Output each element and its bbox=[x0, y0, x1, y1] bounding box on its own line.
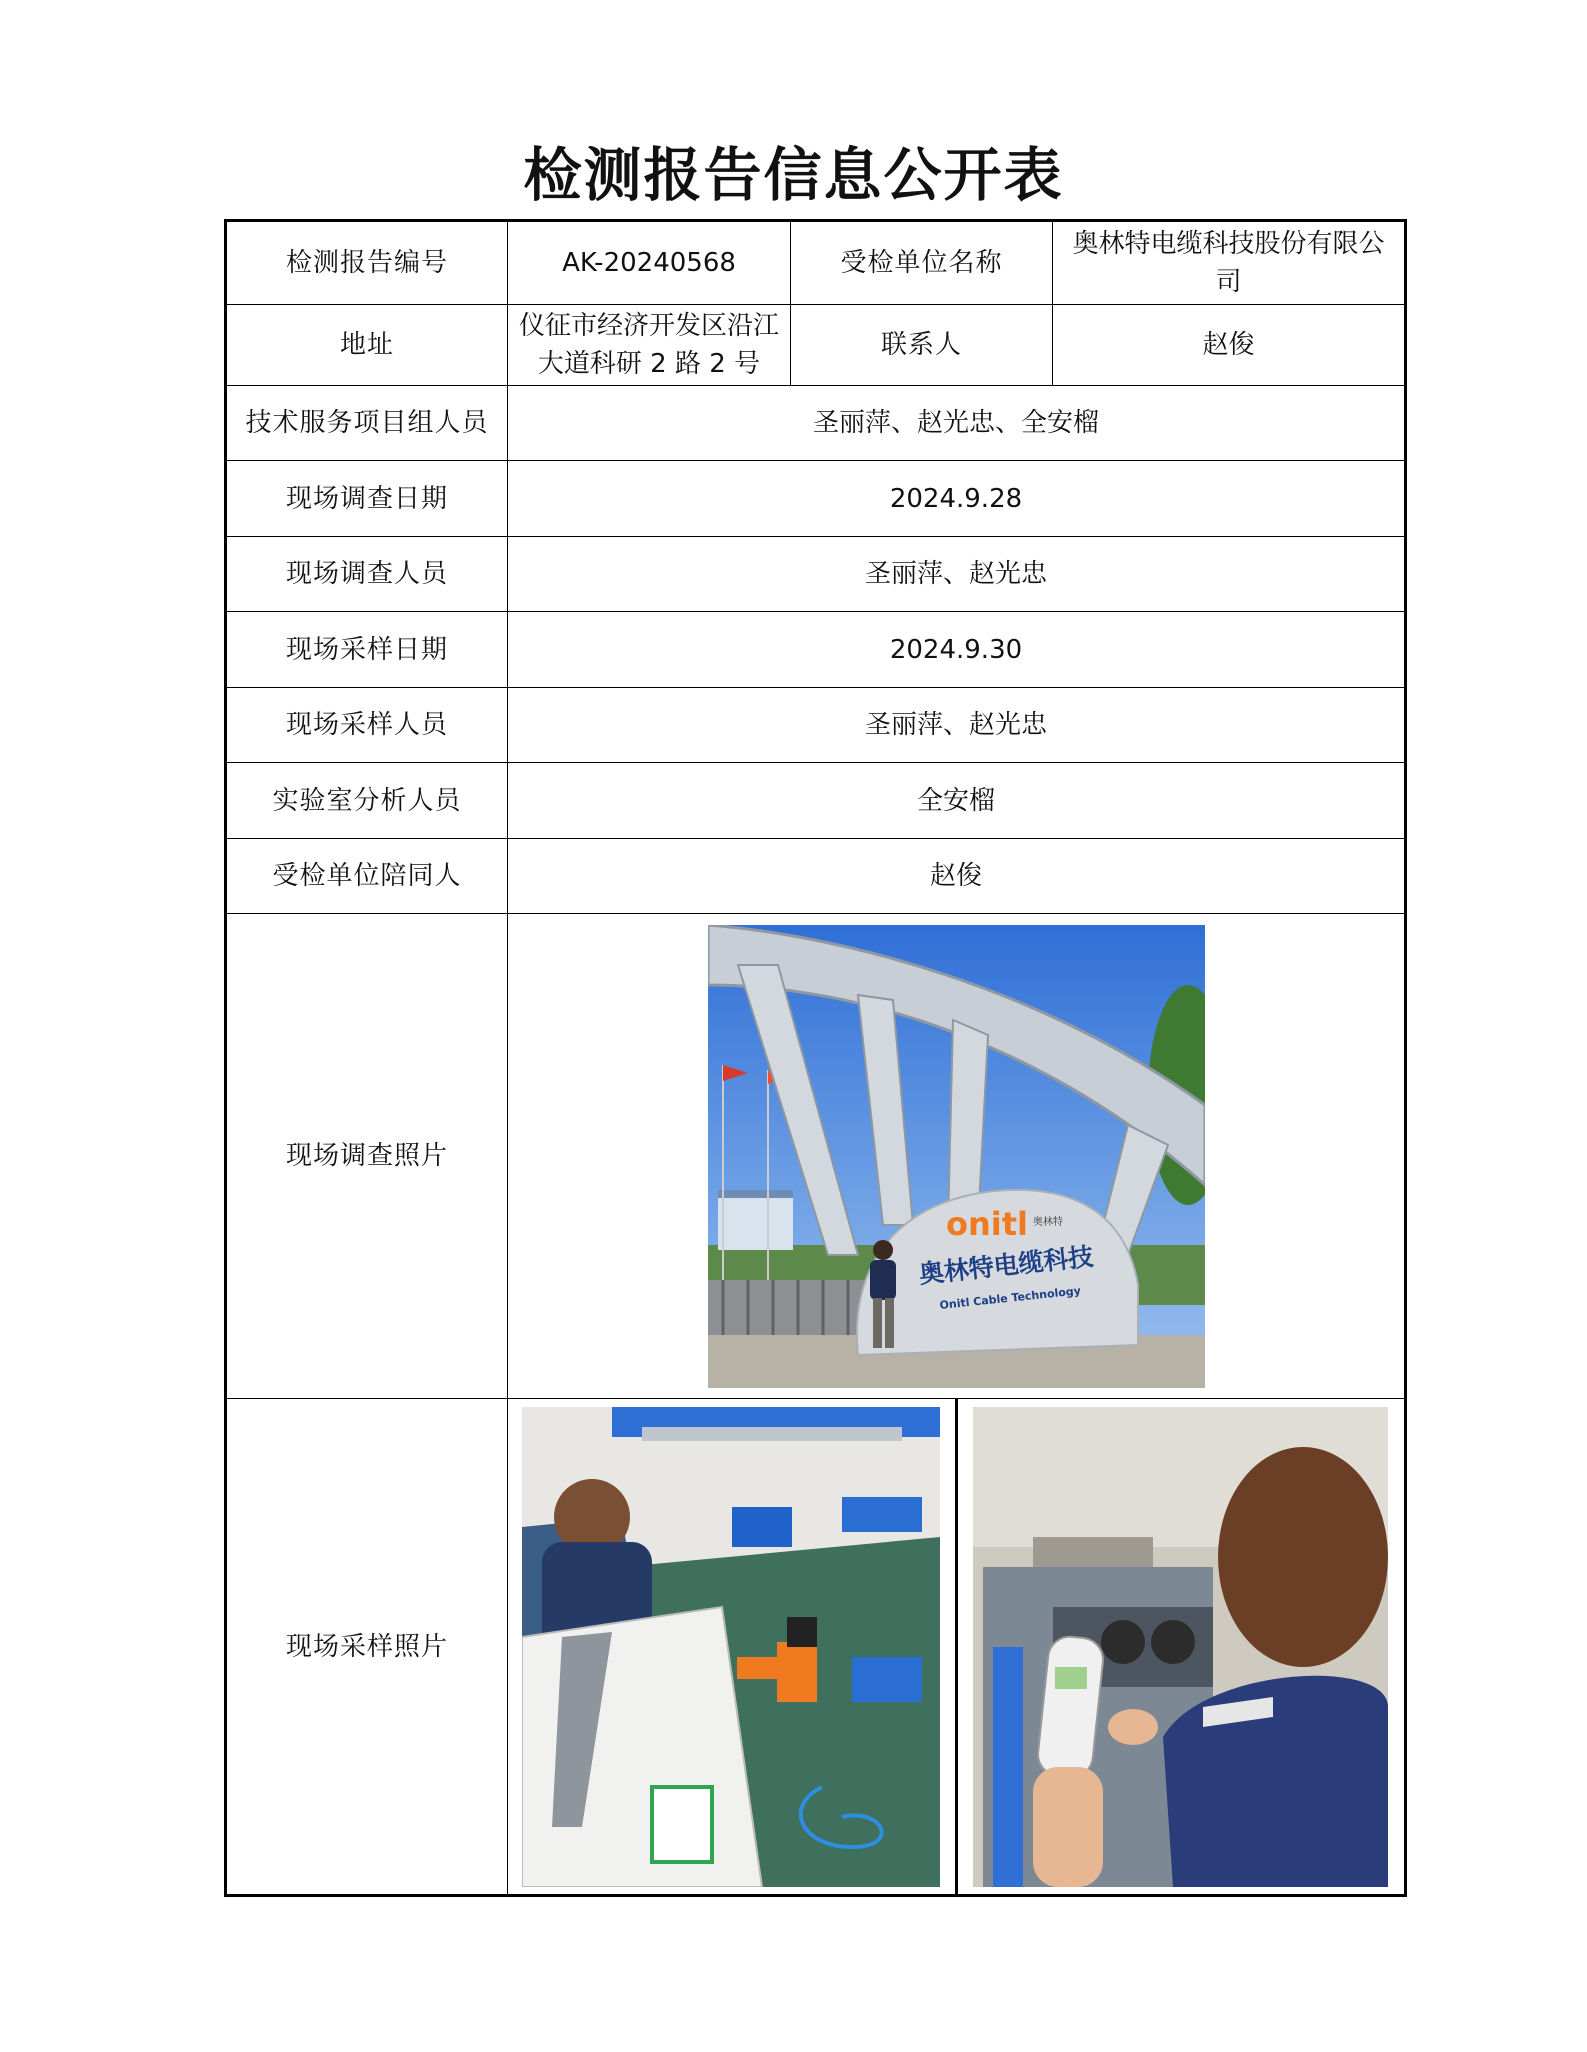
table-row bbox=[226, 839, 1406, 914]
page-title: 检测报告信息公开表 bbox=[523, 141, 1064, 209]
contact-label: 联系人 bbox=[791, 305, 1053, 386]
table-row bbox=[226, 1399, 1406, 1896]
lab-staff-label: 实验室分析人员 bbox=[226, 763, 508, 839]
table-row bbox=[226, 305, 1406, 386]
lab-staff-value: 全安榴 bbox=[508, 763, 1406, 839]
table-row bbox=[226, 688, 1406, 763]
sign-name-cn: 奥林特电缆科技 bbox=[917, 1241, 1095, 1289]
table-row bbox=[226, 763, 1406, 839]
survey-date-value: 2024.9.28 bbox=[508, 461, 1406, 537]
table-row bbox=[226, 461, 1406, 537]
sampling-staff-label: 现场采样人员 bbox=[226, 688, 508, 763]
survey-staff-value: 圣丽萍、赵光忠 bbox=[508, 537, 1406, 612]
survey-photo bbox=[708, 925, 1205, 1388]
sampling-date-label: 现场采样日期 bbox=[226, 612, 508, 688]
contact-value: 赵俊 bbox=[1053, 305, 1406, 386]
sign-brand: onitl bbox=[945, 1204, 1028, 1243]
team-label: 技术服务项目组人员 bbox=[226, 386, 508, 461]
table-row bbox=[226, 612, 1406, 688]
table-row bbox=[226, 221, 1406, 305]
sampling-photo-left bbox=[522, 1407, 940, 1887]
report-table bbox=[224, 219, 1407, 1897]
report-no-value: AK-20240568 bbox=[508, 221, 791, 305]
survey-staff-label: 现场调查人员 bbox=[226, 537, 508, 612]
table-row bbox=[226, 914, 1406, 1399]
survey-date-label: 现场调查日期 bbox=[226, 461, 508, 537]
sampling-date-value: 2024.9.30 bbox=[508, 612, 1406, 688]
team-value: 圣丽萍、赵光忠、全安榴 bbox=[508, 386, 1406, 461]
escort-label: 受检单位陪同人 bbox=[226, 839, 508, 914]
unit-name-label: 受检单位名称 bbox=[791, 221, 1053, 305]
sampling-photo-right bbox=[973, 1407, 1388, 1887]
unit-name-value: 奥林特电缆科技股份有限公司 bbox=[1053, 221, 1406, 305]
sign-brand-tag: 奥林特 bbox=[1032, 1216, 1063, 1228]
report-no-label: 检测报告编号 bbox=[226, 221, 508, 305]
escort-value: 赵俊 bbox=[508, 839, 1406, 914]
address-label: 地址 bbox=[226, 305, 508, 386]
address-value: 仪征市经济开发区沿江大道科研 2 路 2 号 bbox=[508, 305, 791, 386]
table-row bbox=[226, 537, 1406, 612]
table-row bbox=[226, 386, 1406, 461]
sampling-photo-label: 现场采样照片 bbox=[226, 1399, 508, 1896]
survey-photo-label: 现场调查照片 bbox=[226, 914, 508, 1399]
sampling-staff-value: 圣丽萍、赵光忠 bbox=[508, 688, 1406, 763]
sign-name-en: Onitl Cable Technology bbox=[938, 1283, 1081, 1312]
